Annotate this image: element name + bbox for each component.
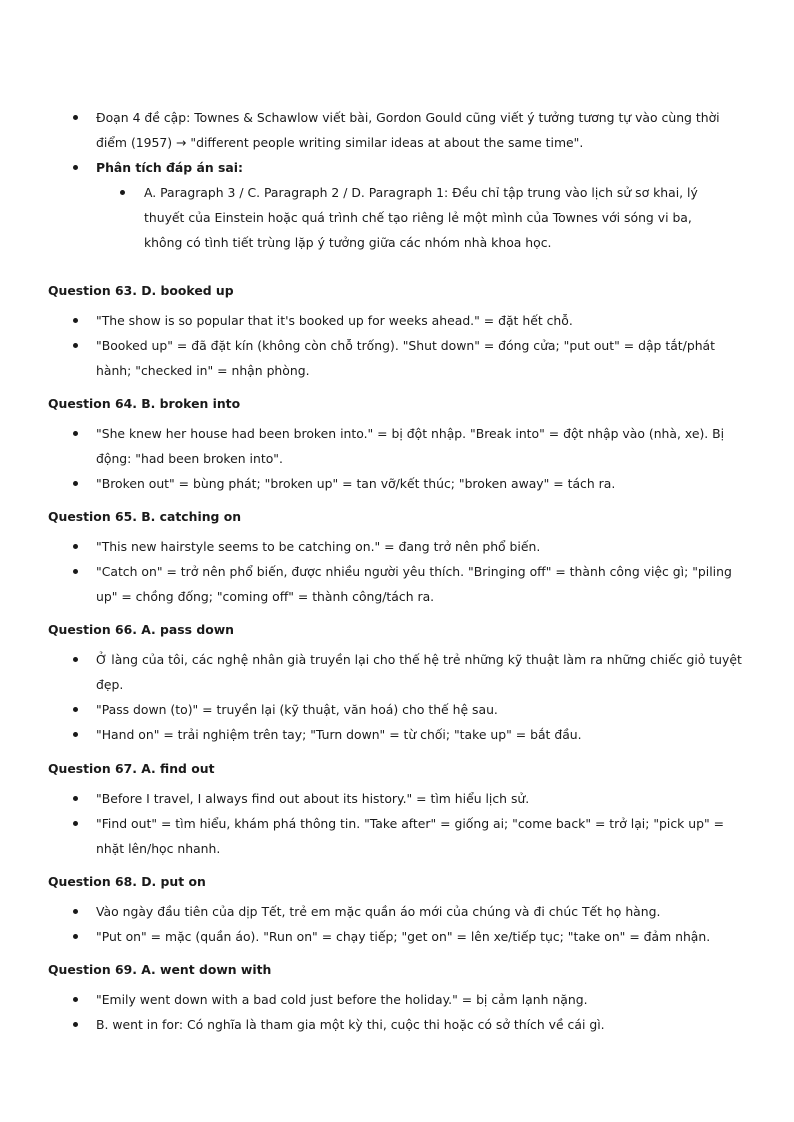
bullet-icon	[73, 569, 78, 574]
list-item	[0, 471, 794, 496]
bullet-icon	[73, 707, 78, 712]
list-item-text: Phân tích đáp án sai:	[96, 160, 243, 175]
list-item	[0, 559, 794, 609]
list-item-text: Đoạn 4 đề cập: Townes & Schawlow viết bài, Gordon Gould cũng viết ý tưởng tương tự vào cùng thời điểm (1957) → "different people writing similar ideas at about the same time".	[96, 110, 720, 150]
question-list	[0, 647, 794, 747]
list-item-text: "Pass down (to)" = truyền lại (kỹ thuật, văn hoá) cho thế hệ sau.	[96, 702, 498, 717]
list-item	[0, 333, 794, 383]
list-item-text: "She knew her house had been broken into." = bị đột nhập. "Break into" = đột nhập vào (nhà, xe). Bị động: "had been broken into".	[96, 426, 725, 466]
list-item	[0, 421, 794, 471]
question-heading: Question 64. B. broken into	[48, 396, 241, 411]
list-item-text: "Broken out" = bùng phát; "broken up" = tan vỡ/kết thúc; "broken away" = tách ra.	[96, 476, 616, 491]
list-item-text: Vào ngày đầu tiên của dịp Tết, trẻ em mặc quần áo mới của chúng và đi chúc Tết họ hàng.	[96, 904, 661, 919]
bullet-icon	[73, 544, 78, 549]
question-list	[0, 899, 794, 949]
list-item-text: "This new hairstyle seems to be catching on." = đang trở nên phổ biến.	[96, 539, 541, 554]
question-heading: Question 68. D. put on	[48, 874, 206, 889]
list-item-text: "Before I travel, I always find out about its history." = tìm hiểu lịch sử.	[96, 791, 530, 806]
question-heading: Question 66. A. pass down	[48, 622, 234, 637]
question-list	[0, 534, 794, 609]
list-item	[0, 105, 794, 155]
list-item	[0, 987, 794, 1012]
list-item-text: A. Paragraph 3 / C. Paragraph 2 / D. Paragraph 1: Đều chỉ tập trung vào lịch sử sơ khai, lý thuyết của Einstein hoặc quá trình chế tạo riêng lẻ một mình của Townes với sóng vi ba, không có tình tiết trùng lặp ý tưởng giữa các nhóm nhà khoa học.	[144, 185, 698, 250]
list-item-text: "The show is so popular that it's booked up for weeks ahead." = đặt hết chỗ.	[96, 313, 573, 328]
bullet-icon	[73, 934, 78, 939]
bullet-icon	[120, 190, 125, 195]
list-item	[0, 308, 794, 333]
bullet-icon	[73, 343, 78, 348]
list-item	[0, 155, 794, 180]
question-list	[0, 786, 794, 861]
list-item-text: "Find out" = tìm hiểu, khám phá thông tin. "Take after" = giống ai; "come back" = trở lại; "pick up" = nhặt lên/học nhanh.	[96, 816, 725, 856]
bullet-icon	[73, 165, 78, 170]
bullet-icon	[73, 796, 78, 801]
list-item	[0, 924, 794, 949]
bullet-icon	[73, 732, 78, 737]
list-item-text: "Emily went down with a bad cold just before the holiday." = bị cảm lạnh nặng.	[96, 992, 588, 1007]
question-list	[0, 421, 794, 496]
question-list	[0, 308, 794, 383]
list-item-text: "Put on" = mặc (quần áo). "Run on" = chạy tiếp; "get on" = lên xe/tiếp tục; "take on" = đảm nhận.	[96, 929, 711, 944]
list-item	[0, 697, 794, 722]
list-item	[0, 811, 794, 861]
list-item	[0, 899, 794, 924]
list-item	[0, 786, 794, 811]
list-item	[0, 534, 794, 559]
intro-list	[0, 105, 794, 255]
bullet-icon	[73, 318, 78, 323]
question-heading: Question 65. B. catching on	[48, 509, 242, 524]
bullet-icon	[73, 481, 78, 486]
bullet-icon	[73, 115, 78, 120]
bullet-icon	[73, 909, 78, 914]
list-item-text: B. went in for: Có nghĩa là tham gia một kỳ thi, cuộc thi hoặc có sở thích về cái gì.	[96, 1017, 605, 1032]
sub-list-item	[0, 180, 794, 255]
bullet-icon	[73, 997, 78, 1002]
question-heading: Question 69. A. went down with	[48, 962, 272, 977]
bullet-icon	[73, 821, 78, 826]
list-item	[0, 722, 794, 747]
list-item-text: "Booked up" = đã đặt kín (không còn chỗ trống). "Shut down" = đóng cửa; "put out" = dập tắt/phát hành; "checked in" = nhận phòng.	[96, 338, 716, 378]
list-item	[0, 1012, 794, 1037]
list-item	[0, 647, 794, 697]
bullet-icon	[73, 657, 78, 662]
bullet-icon	[73, 1022, 78, 1027]
list-item-text: "Hand on" = trải nghiệm trên tay; "Turn down" = từ chối; "take up" = bắt đầu.	[96, 727, 582, 742]
question-heading: Question 67. A. find out	[48, 761, 215, 776]
list-item-text: "Catch on" = trở nên phổ biến, được nhiều người yêu thích. "Bringing off" = thành công việc gì; "piling up" = chồng đống; "coming off" = thành công/tách ra.	[96, 564, 732, 604]
bullet-icon	[73, 431, 78, 436]
question-list	[0, 987, 794, 1037]
list-item-text: Ở làng của tôi, các nghệ nhân già truyền lại cho thế hệ trẻ những kỹ thuật làm ra những chiếc giỏ tuyệt đẹp.	[96, 652, 742, 692]
question-heading: Question 63. D. booked up	[48, 283, 234, 298]
